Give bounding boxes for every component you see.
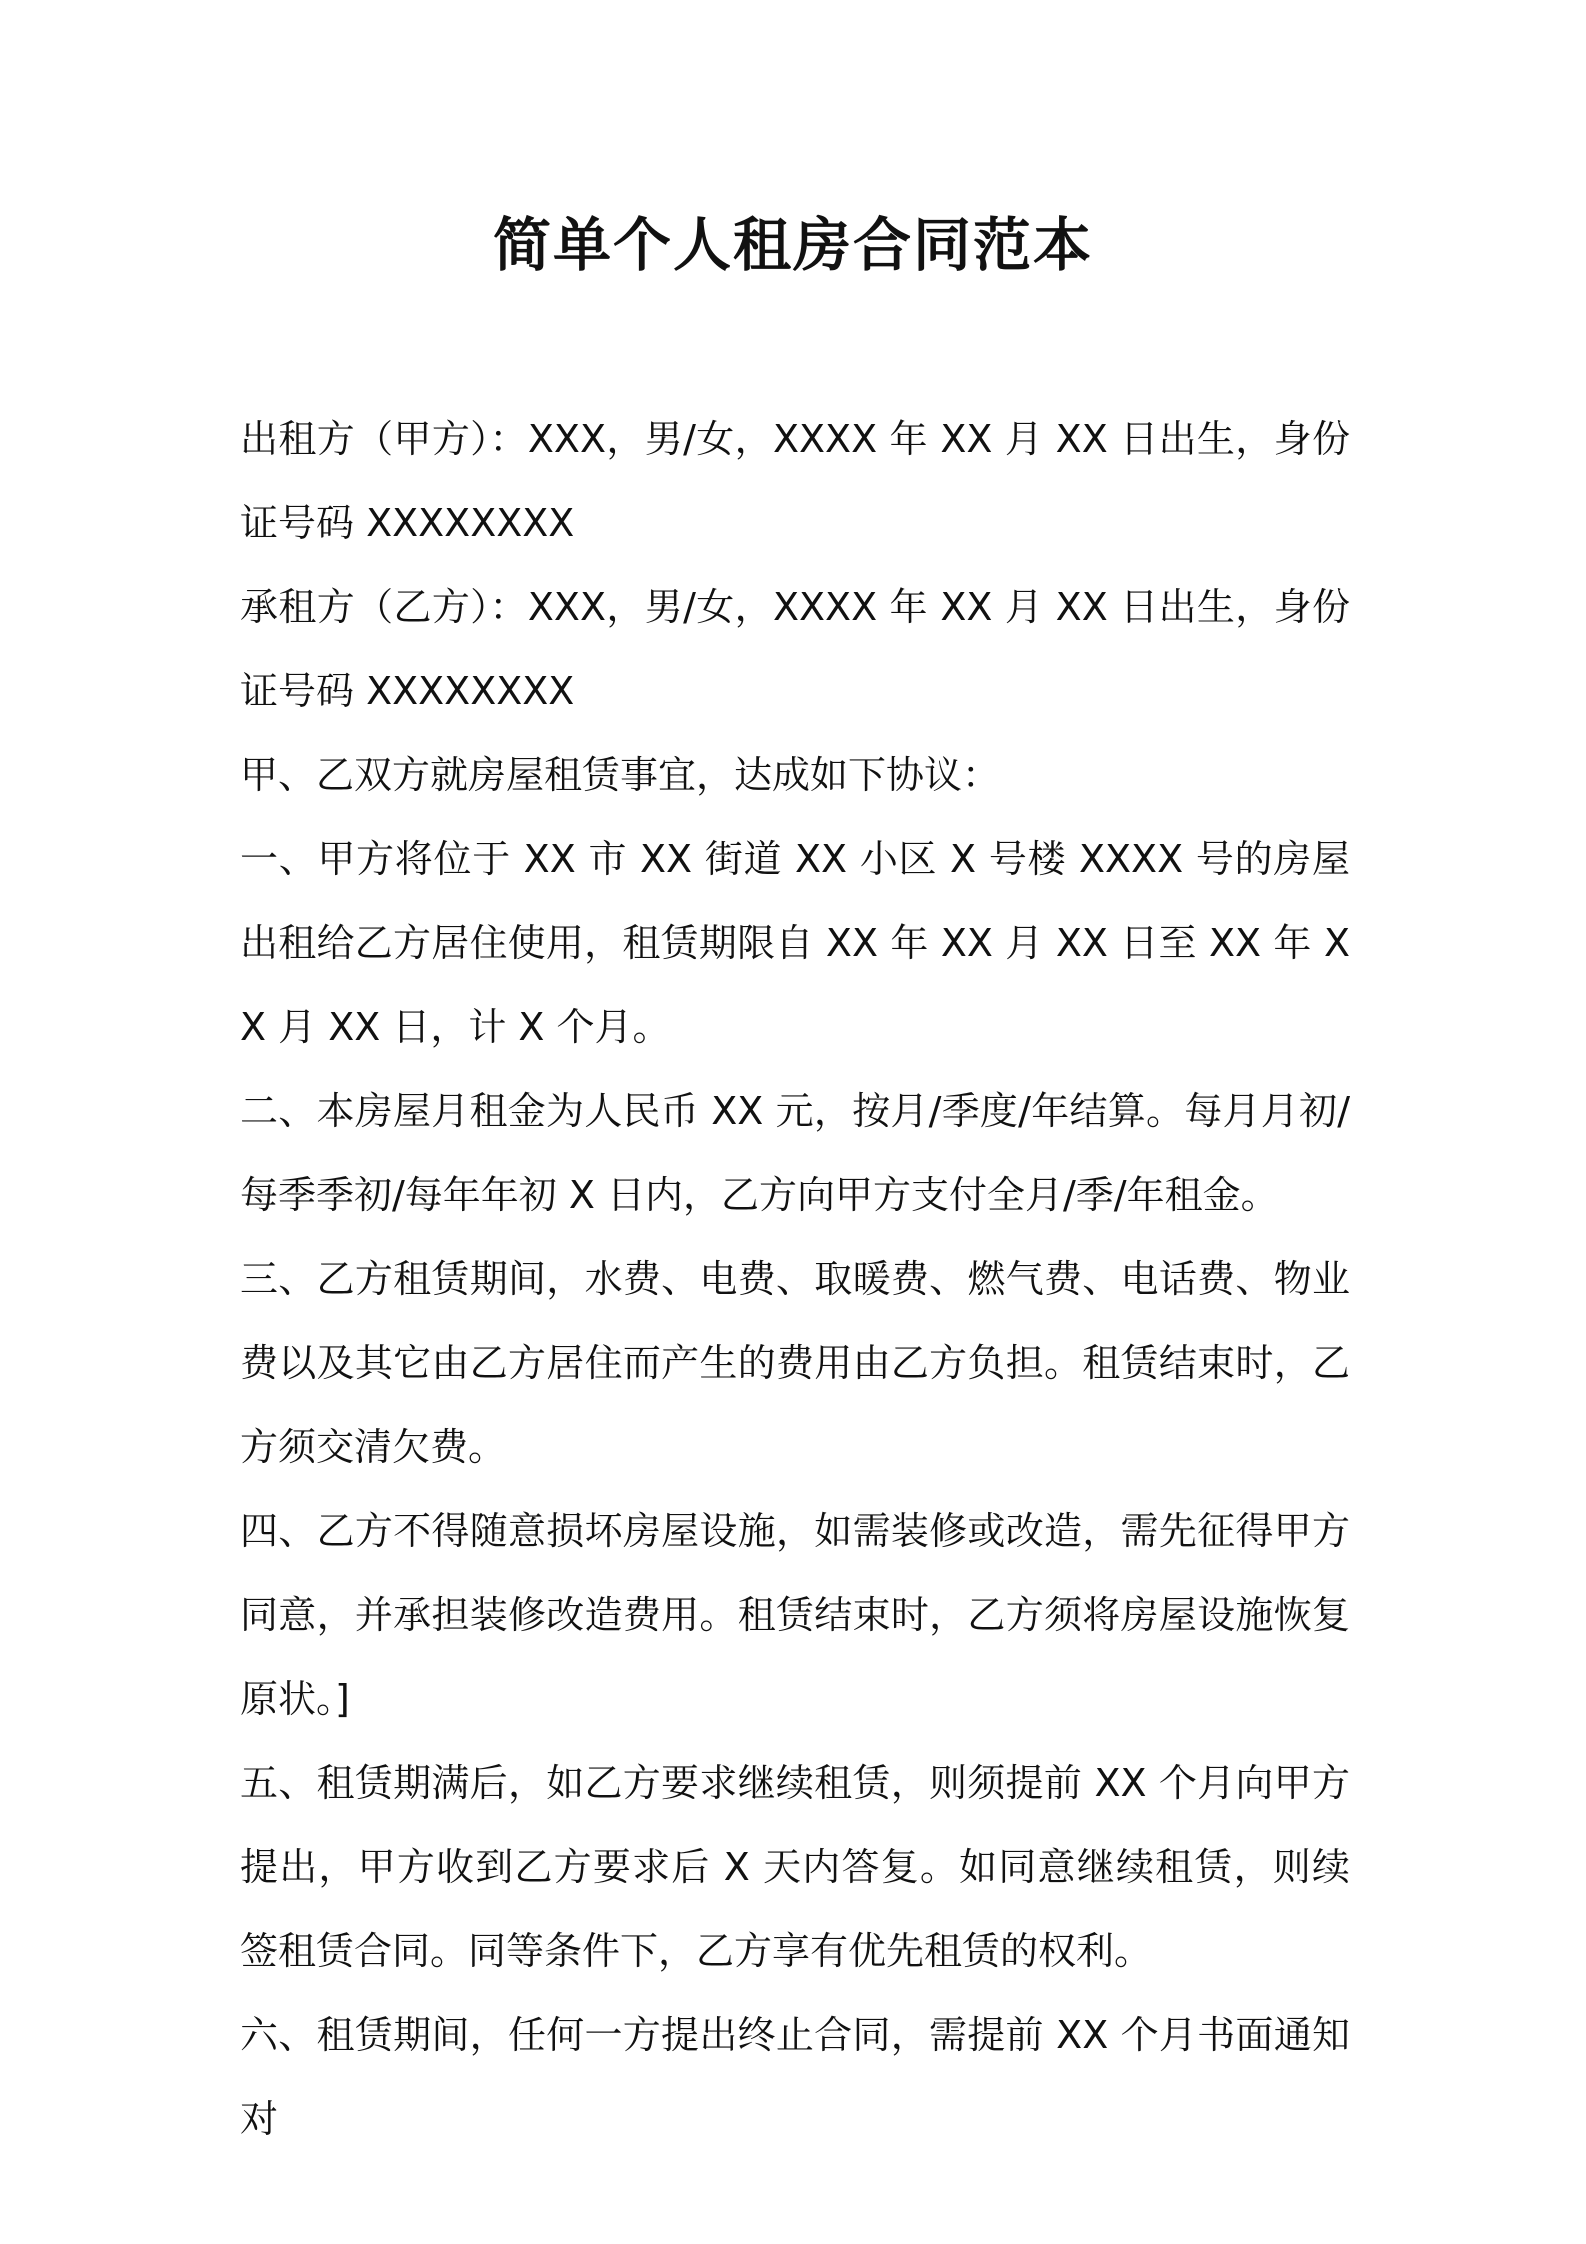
clause-3-paragraph: 三、乙方租赁期间，水费、电费、取暖费、燃气费、电话费、物业费以及其它由乙方居住而产生的费用由乙方负担。租赁结束时，乙方须交清欠费。 bbox=[240, 1257, 1350, 1469]
clause-6-paragraph: 六、租赁期间，任何一方提出终止合同，需提前 XX 个月书面通知对 bbox=[240, 2013, 1350, 2141]
agreement-intro-paragraph: 甲、乙双方就房屋租赁事宜，达成如下协议： bbox=[240, 753, 1001, 797]
document-title: 简单个人租房合同范本 bbox=[492, 211, 1093, 279]
clause-1-paragraph: 一、甲方将位于 XX 市 XX 街道 XX 小区 X 号楼 XXXX 号的房屋出租给乙方居住使用，租赁期限自 XX 年 XX 月 XX 日至 XX 年 XX 月 XX 日，计 X 个月。 bbox=[240, 837, 1350, 1049]
lessor-info-paragraph: 出租方（甲方）：XXX，男/女，XXXX 年 XX 月 XX 日出生，身份证号码 XXXXXXXX bbox=[240, 417, 1350, 545]
clause-2-paragraph: 二、本房屋月租金为人民币 XX 元，按月/季度/年结算。每月月初/每季季初/每年年初 X 日内，乙方向甲方支付全月/季/年租金。 bbox=[240, 1089, 1350, 1217]
document-body bbox=[240, 397, 1350, 2161]
lessee-info-paragraph: 承租方（乙方）：XXX，男/女，XXXX 年 XX 月 XX 日出生，身份证号码 XXXXXXXX bbox=[240, 585, 1350, 713]
clause-5-paragraph: 五、租赁期满后，如乙方要求继续租赁，则须提前 XX 个月向甲方提出，甲方收到乙方要求后 X 天内答复。如同意继续租赁，则续签租赁合同。同等条件下，乙方享有优先租赁的权利。 bbox=[240, 1761, 1350, 1973]
clause-4-paragraph: 四、乙方不得随意损坏房屋设施，如需装修或改造，需先征得甲方同意，并承担装修改造费用。租赁结束时，乙方须将房屋设施恢复原状。] bbox=[240, 1509, 1350, 1721]
